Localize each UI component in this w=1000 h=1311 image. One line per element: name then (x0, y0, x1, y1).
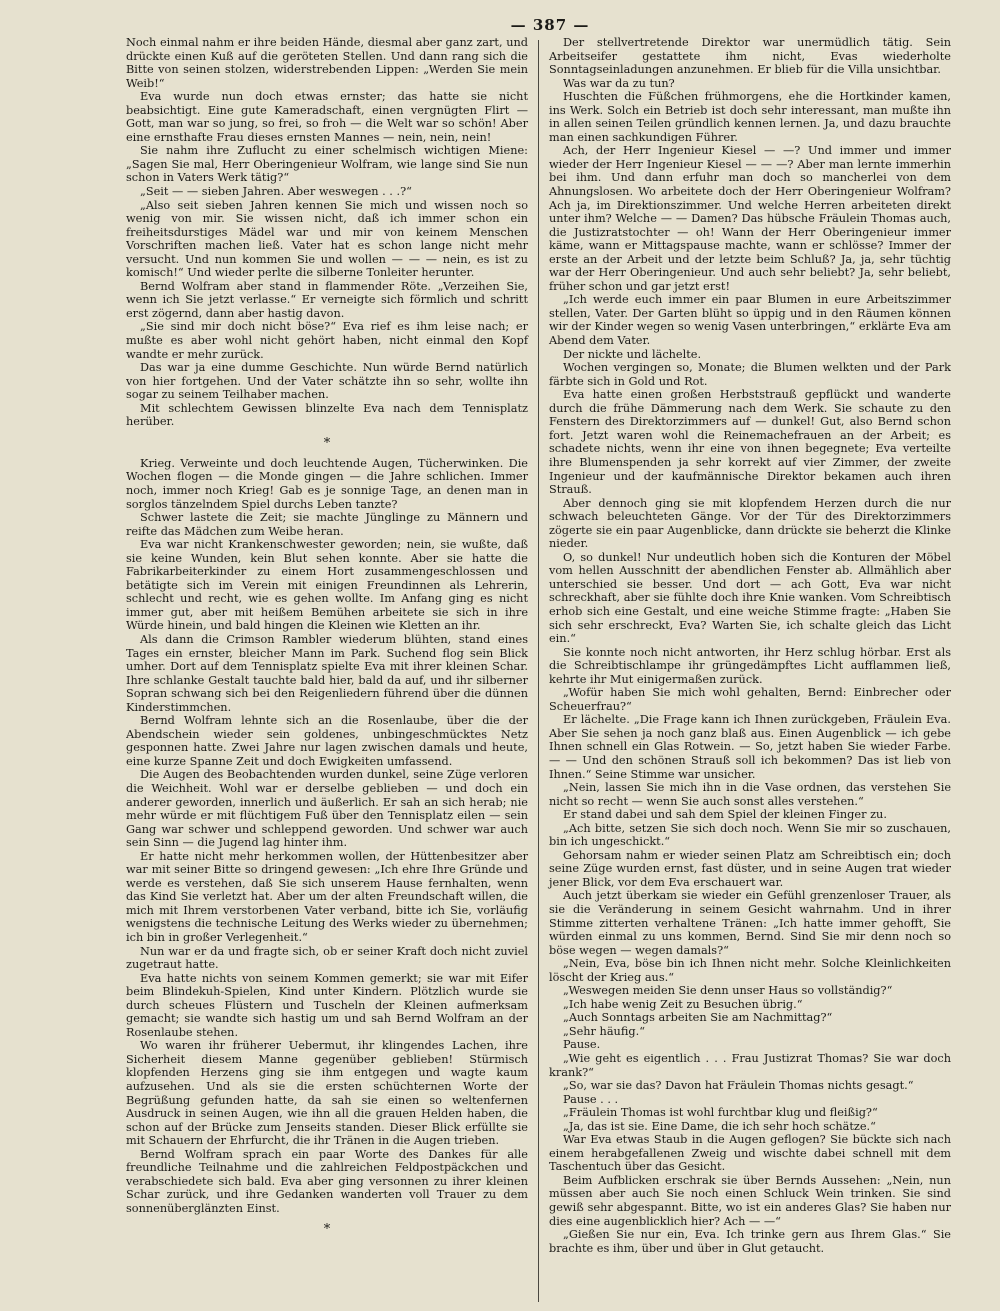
paragraph: Eva wurde nun doch etwas ernster; das hatte sie nicht beabsichtigt. Eine gute Kameradschaft, einen vergnügten Flirt — Gott, man war so jung, so frei, so froh — die Welt war so schön! Aber eine ernsthafte Frau dieses ernsten Mannes — nein, nein, nein! (126, 90, 528, 144)
paragraph: Ach, der Herr Ingenieur Kiesel — —? Und immer und immer wieder der Herr Ingenieur Kiesel — — —? Aber man lernte immerhin bei ihm. Und dann erfuhr man doch so mancherlei von dem Ahnungslosen. Wo arbeitete doch der Herr Oberingenieur Wolfram? Ach ja, im Direktionszimmer. Und welche Herren arbeiteten direkt unter ihm? Welche — — Damen? Das hübsche Fräulein Thomas auch, die Justizratstochter — oh! Wann der Herr Oberingenieur immer käme, wann er Mittagspause machte, wann er schlösse? Immer der erste an der Arbeit und der letzte beim Schluß? Ja, ja, sehr tüchtig war der Herr Oberingenieur. Und auch sehr beliebt? Ja, sehr beliebt, früher schon und gar jetzt erst! (549, 144, 951, 293)
paragraph: „Gießen Sie nur ein, Eva. Ich trinke gern aus Ihrem Glas.“ Sie brachte es ihm, über und über in Glut getaucht. (549, 1228, 951, 1255)
section-separator: * (323, 435, 331, 451)
paragraph: Bernd Wolfram aber stand in flammender Röte. „Verzeihen Sie, wenn ich Sie jetzt verlasse.“ Er verneigte sich förmlich und schritt erst zögernd, dann aber hastig davon. (126, 279, 528, 320)
paragraph: Wo waren ihr früherer Uebermut, ihr klingendes Lachen, ihre Sicherheit diesem Manne gegenüber geblieben! Stürmisch klopfenden Herzens ging sie ihm entgegen und wagte kaum aufzusehen. Und als sie die ersten schüchternen Worte der Begrüßung gefunden hatte, da sah sie einen so weltenfernen Ausdruck in seinen Augen, wie ihn all die grauen Helden haben, die schon auf der Brücke zum Jenseits standen. Dieser Blick erfüllte sie mit Schauern der Ehrfurcht, die ihr Tränen in die Augen trieben. (126, 1039, 528, 1148)
paragraph: War Eva etwas Staub in die Augen geflogen? Sie bückte sich nach einem herabgefallenen Zweig und wischte dabei schnell mit dem Taschentuch über das Gesicht. (549, 1133, 951, 1174)
left-column (126, 36, 538, 1243)
paragraph: Sie nahm ihre Zuflucht zu einer schelmisch wichtigen Miene: „Sagen Sie mal, Herr Oberingenieur Wolfram, wie lange sind Sie nun schon in Vaters Werk tätig?“ (126, 144, 528, 185)
paragraph: Huschten die Füßchen frühmorgens, ehe die Hortkinder kamen, ins Werk. Solch ein Betrieb ist doch sehr interessant, man mußte ihn in allen seinen Teilen gründlich kennen lernen. Ja, und dazu brauchte man einen sachkundigen Führer. (549, 90, 951, 144)
paragraph: Er stand dabei und sah dem Spiel der kleinen Finger zu. (563, 808, 887, 822)
paragraph: O, so dunkel! Nur undeutlich hoben sich die Konturen der Möbel vom hellen Ausschnitt der abendlichen Fenster ab. Allmählich aber unterschied sie besser. Und dort — ach Gott, Eva war nicht schreckhaft, aber sie fühlte doch ihre Knie wanken. Vom Schreibtisch erhob sich eine Gestalt, und eine weiche Stimme fragte: „Haben Sie sich sehr erschreckt, Eva? Warten Sie, ich schalte gleich das Licht ein.“ (549, 550, 951, 646)
paragraph: „Seit — — sieben Jahren. Aber weswegen . . .?“ (140, 185, 412, 199)
paragraph: „Ach bitte, setzen Sie sich doch noch. Wenn Sie mir so zuschauen, bin ich ungeschickt.“ (549, 821, 951, 849)
paragraph: Krieg. Verweinte und doch leuchtende Augen, Tücherwinken. Die Wochen flogen — die Monde gingen — die Jahre schlichen. Immer noch, immer noch Krieg! Gab es je sonnige Tage, an denen man in sorglos tänzelndem Spiel durchs Leben tanzte? (126, 456, 528, 511)
paragraph: Eva hatte einen großen Herbststrauß gepflückt und wanderte durch die frühe Dämmerung nach dem Werk. Sie schaute zu den Fenstern des Direktorzimmers auf — dunkel! Gut, also Bernd schon fort. Jetzt waren wohl die Reinemachefrauen an der Arbeit; es schadete nichts, wenn ihr eine von ihnen begegnete; Eva verteilte ihre Blumenspenden ja sehr korrekt auf vier Zimmer, der zweite Ingenieur und der kaufmännische Direktor bekamen auch ihren Strauß. (549, 388, 951, 497)
paragraph: Auch jetzt überkam sie wieder ein Gefühl grenzenloser Trauer, als sie die Veränderung in seinem Gesicht wahrnahm. Und in ihrer Stimme zitterten verhaltene Tränen: „Ich hatte immer gehofft, Sie würden einmal zu uns kommen, Bernd. Sind Sie mir denn noch so böse wegen — wegen damals?“ (549, 889, 951, 957)
paragraph: Was war da zu tun? (563, 76, 675, 90)
paragraph: Das war ja eine dumme Geschichte. Nun würde Bernd natürlich von hier fortgehen. Und der Vater schätzte ihn so sehr, wollte ihn sogar zu seinem Teilhaber machen. (126, 361, 528, 402)
paragraph: „Ja, das ist sie. Eine Dame, die ich sehr hoch schätze.“ (563, 1119, 876, 1133)
paragraph: Bernd Wolfram lehnte sich an die Rosenlaube, über die der Abendschein wieder sein goldenes, unbingeschmücktes Netz gesponnen hatte. Zwei Jahre nur lagen zwischen damals und heute, eine kurze Spanne Zeit und doch Ewigkeiten umfassend. (126, 714, 528, 768)
paragraph: Eva hatte nichts von seinem Kommen gemerkt; sie war mit Eifer beim Blindekuh-Spielen, Kind unter Kindern. Plötzlich wurde sie durch scheues Flüstern und Tuscheln der Kleinen aufmerksam gemacht; sie wandte sich hastig um und sah Bernd Wolfram an der Rosenlaube stehen. (126, 971, 528, 1039)
paragraph: „Wie geht es eigentlich . . . Frau Justizrat Thomas? Sie war doch krank?“ (549, 1052, 951, 1079)
paragraph: Aber dennoch ging sie mit klopfendem Herzen durch die nur schwach beleuchteten Gänge. Vor der Tür des Direktorzimmers zögerte sie ein paar Augenblicke, dann drückte sie beherzt die Klinke nieder. (549, 496, 951, 551)
paragraph: Pause . . . (563, 1092, 619, 1106)
text-columns (126, 36, 974, 1302)
paragraph: „Fräulein Thomas ist wohl furchtbar klug und fleißig?“ (563, 1106, 878, 1120)
paragraph: Der nickte und lächelte. (563, 347, 702, 361)
paragraph: „So, war sie das? Davon hat Fräulein Thomas nichts gesagt.“ (563, 1079, 914, 1093)
paragraph: Pause. (563, 1038, 601, 1052)
right-column (539, 36, 951, 1255)
paragraph: Sie konnte noch nicht antworten, ihr Herz schlug hörbar. Erst als die Schreibtischlampe ihr grüngedämpftes Licht aufflammen ließ, kehrte ihr Mut einigermaßen zurück. (549, 645, 951, 686)
paragraph: „Sie sind mir doch nicht böse?“ Eva rief es ihm leise nach; er mußte es aber wohl nicht gehört haben, nicht einmal den Kopf wandte er mehr zurück. (126, 320, 528, 361)
paragraph: Noch einmal nahm er ihre beiden Hände, diesmal aber ganz zart, und drückte einen Kuß auf die geröteten Stellen. Und dann rang sich die Bitte von seinen stolzen, widerstrebenden Lippen: „Werden Sie mein Weib!“ (126, 36, 528, 90)
paragraph: „Wofür haben Sie mich wohl gehalten, Bernd: Einbrecher oder Scheuerfrau?“ (549, 686, 951, 713)
paragraph: „Ich werde euch immer ein paar Blumen in eure Arbeitszimmer stellen, Vater. Der Garten blüht so üppig und in den Räumen können wir der Kinder wegen so wenig Vasen unterbringen,“ erklärte Eva am Abend dem Vater. (549, 293, 951, 348)
paragraph: Gehorsam nahm er wieder seinen Platz am Schreibtisch ein; doch seine Züge wurden ernst, fast düster, und in seine Augen trat wieder jener Blick, vor dem Eva erschauert war. (549, 848, 951, 889)
paragraph: Beim Aufblicken erschrak sie über Bernds Aussehen: „Nein, nun müssen aber auch Sie noch einen Schluck Wein trinken. Sie sind gewiß sehr abgespannt. Bitte, wo ist ein anderes Glas? Sie haben nur dies eine augenblicklich hier? Ach — —“ (549, 1173, 951, 1228)
paragraph: Bernd Wolfram sprach ein paar Worte des Dankes für alle freundliche Teilnahme und die zahlreichen Feldpostpäckchen und verabschiedete sich bald. Eva aber ging versonnen zu ihrer kleinen Schar zurück, und ihre Gedanken wanderten voll Trauer zu dem sonnenüberglänzten Einst. (126, 1147, 528, 1215)
section-separator: * (323, 1222, 331, 1238)
paragraph: „Nein, Eva, böse bin ich Ihnen nicht mehr. Solche Kleinlichkeiten löscht der Krieg aus.“ (549, 957, 951, 984)
paragraph: „Weswegen meiden Sie denn unser Haus so vollständig?“ (563, 984, 893, 998)
paragraph: Die Augen des Beobachtenden wurden dunkel, seine Züge verloren die Weichheit. Wohl war er derselbe geblieben — und doch ein anderer geworden, innerlich und äußerlich. Er sah an sich herab; nie mehr würde er mit flüchtigem Fuß über den Tennisplatz eilen — sein Gang war schwer und schleppend geworden. Und schwer war auch sein Sinn — die Jugend lag hinter ihm. (126, 768, 528, 850)
paragraph: „Also seit sieben Jahren kennen Sie mich und wissen noch so wenig von mir. Sie wissen nicht, daß ich immer schon ein freiheitsdurstiges Mädel war und mir von keinem Menschen Vorschriften machen ließ. Vater hat es schon lange nicht mehr versucht. Und nun kommen Sie und wollen — — — nein, es ist zu komisch!“ Und wieder perlte die silberne Tonleiter herunter. (126, 198, 528, 280)
paragraph: Als dann die Crimson Rambler wiederum blühten, stand eines Tages ein ernster, bleicher Mann im Park. Suchend flog sein Blick umher. Dort auf dem Tennisplatz spielte Eva mit ihrer kleinen Schar. Ihre schlanke Gestalt tauchte bald hier, bald da auf, und ihr silberner Sopran schwang sich bei den Reigenliedern führend über die dünnen Kinderstimmchen. (126, 632, 528, 714)
page-number: — 387 — (510, 16, 590, 34)
paragraph: Schwer lastete die Zeit; sie machte Jünglinge zu Männern und reifte das Mädchen zum Weibe heran. (126, 511, 528, 538)
paragraph: Der stellvertretende Direktor war unermüdlich tätig. Sein Arbeitseifer gestattete ihm nicht, Evas wiederholte Sonntagseinladungen anzunehmen. Er blieb für die Villa unsichtbar. (549, 36, 951, 77)
paragraph: „Sehr häufig.“ (563, 1024, 645, 1038)
paragraph: „Ich habe wenig Zeit zu Besuchen übrig.“ (563, 997, 803, 1011)
paragraph: „Auch Sonntags arbeiten Sie am Nachmittag?“ (563, 1011, 833, 1025)
paragraph: Wochen vergingen so, Monate; die Blumen welkten und der Park färbte sich in Gold und Rot. (549, 361, 951, 388)
paragraph: Er lächelte. „Die Frage kann ich Ihnen zurückgeben, Fräulein Eva. Aber Sie sehen ja noch ganz blaß aus. Einen Augenblick — ich gebe Ihnen schnell ein Glas Rotwein. — So, jetzt haben Sie wieder Farbe. — — Und den schönen Strauß soll ich bekommen? Das ist lieb von Ihnen.“ Seine Stimme war unsicher. (549, 713, 951, 781)
paragraph: Mit schlechtem Gewissen blinzelte Eva nach dem Tennisplatz herüber. (126, 401, 528, 429)
paragraph: Eva war nicht Krankenschwester geworden; nein, sie wußte, daß sie keine Wunden, kein Blut sehen konnte. Aber sie hatte die Fabrikarbeiterkinder zu einem Hort zusammengeschlossen und betätigte sich im Verein mit einigen Freundinnen als Lehrerin, schlecht und recht, wie es gehen wollte. Im Anfang ging es nicht immer gut, aber mit heißem Bemühen arbeitete sie sich in ihre Würde hinein, und bald hingen die Kleinen wie Kletten an ihr. (126, 538, 528, 633)
paragraph: „Nein, lassen Sie mich ihn in die Vase ordnen, das verstehen Sie nicht so recht — wenn Sie auch sonst alles verstehen.“ (549, 781, 951, 808)
paragraph: Er hatte nicht mehr herkommen wollen, der Hüttenbesitzer aber war mit seiner Bitte so dringend gewesen: „Ich ehre Ihre Gründe und werde es verstehen, daß Sie sich unserem Hause fernhalten, wenn das Kind Sie verletzt hat. Aber um der alten Freundschaft willen, die mich mit Ihrem verstorbenen Vater verband, bitte ich Sie, vorläufig wenigstens die technische Leitung des Werks wieder zu übernehmen; ich bin in großer Verlegenheit.“ (126, 849, 528, 944)
paragraph: Nun war er da und fragte sich, ob er seiner Kraft doch nicht zuviel zugetraut hatte. (126, 944, 528, 972)
